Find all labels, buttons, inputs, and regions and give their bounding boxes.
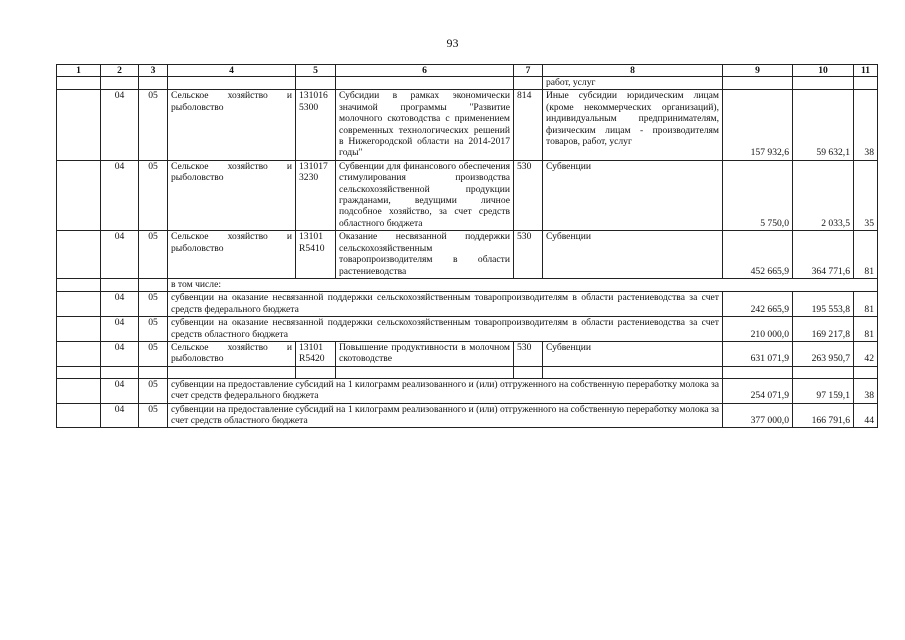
actual-amount-cell: 169 217,8 [793,317,854,342]
header-cell: 4 [168,65,296,77]
planned-amount-cell: 5 750,0 [723,160,793,230]
header-cell: 5 [296,65,336,77]
empty-cell [139,77,168,90]
expense-code-cell: 530 [514,341,543,366]
table-row [57,341,878,366]
empty-cell [57,366,101,378]
subsection-cell: 05 [139,160,168,230]
subsection-cell: 05 [139,231,168,279]
percent-cell: 81 [854,292,878,317]
percent-cell: 38 [854,378,878,403]
expense-type-cell: Субвенции [543,160,723,230]
planned-amount-cell: 377 000,0 [723,403,793,428]
empty-cell [168,77,296,90]
table-row [57,90,878,160]
section-cell: 04 [101,90,139,160]
subsection-cell: 05 [139,292,168,317]
target-code-cell: 131017 3230 [296,160,336,230]
empty-cell [57,403,101,428]
actual-amount-cell: 195 553,8 [793,292,854,317]
description-cell: субвенции на предоставление субсидий на 1 килограмм реализованного и (или) отгруженного на собственную переработку молока за счет средств федерального бюджета [168,378,723,403]
label-row [57,278,878,291]
empty-cell [854,366,878,378]
description-cell: Субвенции для финансового обеспечения стимулирования производства сельскохозяйственной продукции гражданами, ведущими личное подсобное хозяйство, за счет средств областного бюджета [336,160,514,230]
empty-cell [101,278,139,291]
empty-cell [793,77,854,90]
percent-cell: 44 [854,403,878,428]
percent-cell: 81 [854,317,878,342]
header-cell: 10 [793,65,854,77]
empty-cell [543,366,723,378]
section-cell: 04 [101,292,139,317]
empty-cell [793,366,854,378]
section-cell: 04 [101,160,139,230]
planned-amount-cell: 157 932,6 [723,90,793,160]
header-cell: 11 [854,65,878,77]
expense-code-cell: 530 [514,160,543,230]
percent-cell: 81 [854,231,878,279]
empty-cell [101,77,139,90]
empty-cell [57,231,101,279]
planned-amount-cell: 242 665,9 [723,292,793,317]
budget-table [56,64,878,428]
header-cell: 9 [723,65,793,77]
planned-amount-cell: 452 665,9 [723,231,793,279]
section-name-cell: Сельское хозяйство и рыболовство [168,160,296,230]
table-row [57,317,878,342]
label-cell: в том числе: [168,278,878,291]
table-row [57,231,878,279]
empty-cell [57,90,101,160]
empty-cell [139,278,168,291]
actual-amount-cell: 166 791,6 [793,403,854,428]
table-row [57,292,878,317]
planned-amount-cell: 210 000,0 [723,317,793,342]
empty-cell [57,292,101,317]
expense-type-cell: Субвенции [543,341,723,366]
empty-cell [336,366,514,378]
expense-code-cell: 530 [514,231,543,279]
header-cell: 6 [336,65,514,77]
header-row [57,65,878,77]
section-cell: 04 [101,231,139,279]
empty-cell [336,77,514,90]
actual-amount-cell: 364 771,6 [793,231,854,279]
subsection-cell: 05 [139,341,168,366]
actual-amount-cell: 263 950,7 [793,341,854,366]
empty-cell [296,77,336,90]
empty-cell [57,278,101,291]
section-cell: 04 [101,378,139,403]
subsection-cell: 05 [139,378,168,403]
header-cell: 1 [57,65,101,77]
description-cell: Оказание несвязанной поддержки сельскохозяйственным товаропроизводителям в области растениеводства [336,231,514,279]
target-code-cell: 131016 5300 [296,90,336,160]
empty-cell [101,366,139,378]
page-number: 93 [446,36,459,50]
header-cell: 8 [543,65,723,77]
header-cell: 2 [101,65,139,77]
subsection-cell: 05 [139,90,168,160]
table-body [57,65,878,428]
section-cell: 04 [101,341,139,366]
planned-amount-cell: 631 071,9 [723,341,793,366]
empty-cell [139,366,168,378]
empty-cell [723,77,793,90]
actual-amount-cell: 59 632,1 [793,90,854,160]
target-code-cell: 13101 R5410 [296,231,336,279]
percent-cell: 42 [854,341,878,366]
table-row [57,160,878,230]
empty-cell [723,366,793,378]
expense-type-cell: работ, услуг [543,77,723,90]
description-cell: субвенции на предоставление субсидий на 1 килограмм реализованного и (или) отгруженного на собственную переработку молока за счет средств областного бюджета [168,403,723,428]
continuation-row [57,77,878,90]
expense-code-cell: 814 [514,90,543,160]
description-cell: Субсидии в рамках экономически значимой программы "Развитие молочного скотоводства с применением современных технологических решений в Нижегородской области на 2014-2017 годы" [336,90,514,160]
planned-amount-cell: 254 071,9 [723,378,793,403]
empty-cell [57,341,101,366]
percent-cell: 35 [854,160,878,230]
empty-cell [514,77,543,90]
table-row [57,403,878,428]
empty-cell [57,160,101,230]
description-cell: Повышение продуктивности в молочном скотоводстве [336,341,514,366]
header-cell: 3 [139,65,168,77]
description-cell: субвенции на оказание несвязанной поддержки сельскохозяйственным товаропроизводителям в области растениеводства за счет средств областного бюджета [168,317,723,342]
expense-type-cell: Иные субсидии юридическим лицам (кроме некоммерческих организаций), индивидуальным предпринимателям, физическим лицам - производителям товаров, работ, услуг [543,90,723,160]
percent-cell: 38 [854,90,878,160]
target-code-cell: 13101 R5420 [296,341,336,366]
empty-cell [854,77,878,90]
actual-amount-cell: 97 159,1 [793,378,854,403]
actual-amount-cell: 2 033,5 [793,160,854,230]
empty-cell [57,77,101,90]
expense-type-cell: Субвенции [543,231,723,279]
empty-cell [514,366,543,378]
subsection-cell: 05 [139,403,168,428]
empty-cell [57,317,101,342]
section-name-cell: Сельское хозяйство и рыболовство [168,231,296,279]
section-name-cell: Сельское хозяйство и рыболовство [168,90,296,160]
empty-cell [57,378,101,403]
section-cell: 04 [101,403,139,428]
section-name-cell: Сельское хозяйство и рыболовство [168,341,296,366]
empty-cell [296,366,336,378]
description-cell: субвенции на оказание несвязанной поддержки сельскохозяйственным товаропроизводителям в области растениеводства за счет средств федерального бюджета [168,292,723,317]
section-cell: 04 [101,317,139,342]
blank-row [57,366,878,378]
empty-cell [168,366,296,378]
table-row [57,378,878,403]
subsection-cell: 05 [139,317,168,342]
header-cell: 7 [514,65,543,77]
